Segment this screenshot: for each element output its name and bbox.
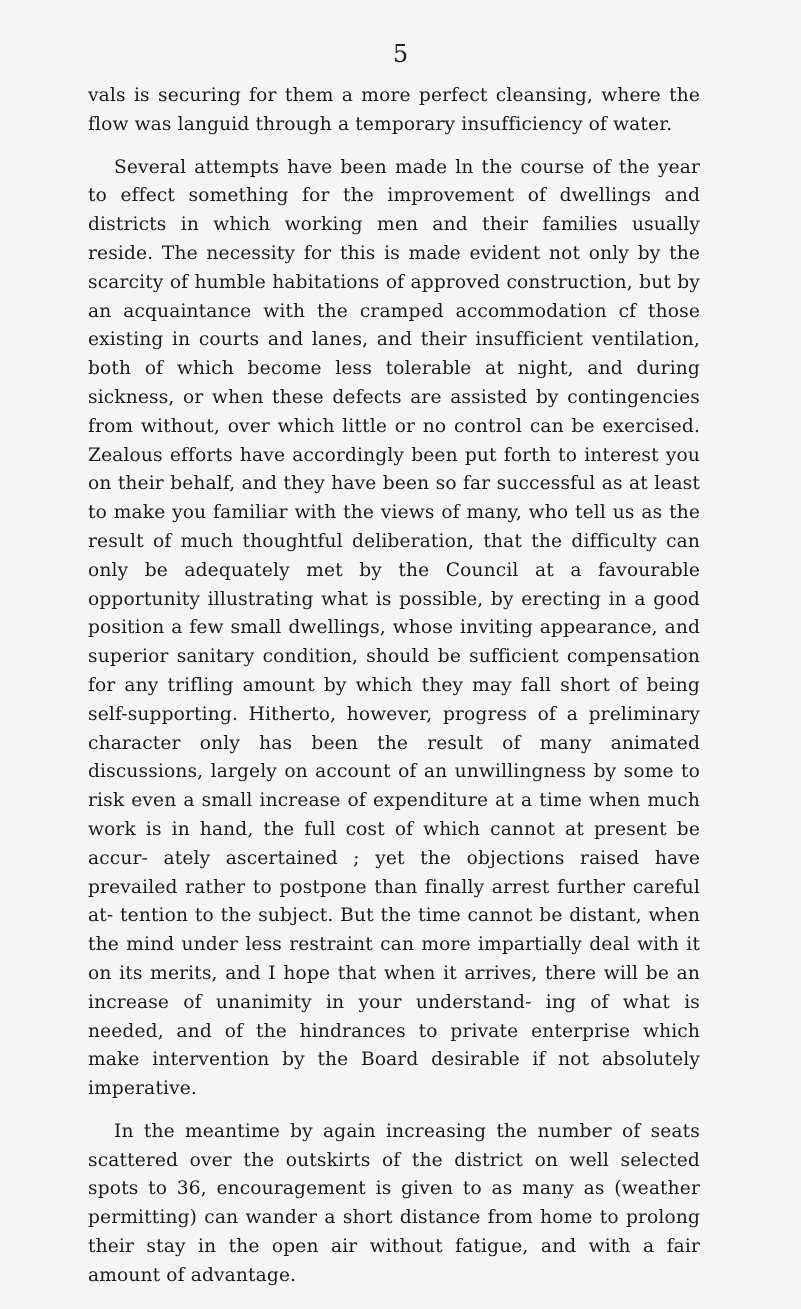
page-number: 5: [392, 40, 409, 68]
paragraph-dwellings: Several attempts have been made ln the course of the year to effect something for the improvement of dwellings and districts in which working men and their families usually reside. The necessity for this is made evident not only by the scarcity of humble habitations of approved construction, but by an acquaintance with the cramped accommodation cf those existing in courts and lanes, and their insufficient ventilation, both of which become less tolerable at night, and during sickness, or when these defects are assisted by contingencies from without, over which little or no control can be exercised. Zealous efforts have accordingly been put forth to interest you on their behalf, and they have been so far successful as at least to make you familiar with the views of many, who tell us as the result of much thoughtful deliberation, that the difficulty can only be adequately met by the Council at a favourable opportunity illustrating what is possible, by erecting in a good position a few small dwellings, whose inviting appearance, and superior sanitary condition, should be sufficient compensation for any trifling amount by which they may fall short of being self-supporting. Hitherto, however, progress of a preliminary character only has been the result of many animated discussions, largely on account of an unwillingness by some to risk even a small increase of expenditure at a time when much work is in hand, the full cost of which cannot at present be accur- ately ascertained ; yet the objections raised have prevailed rather to postpone than finally arrest further careful at- tention to the subject. But the time cannot be distant, when the mind under less restraint can more impartially deal with it on its merits, and I hope that when it arrives, there will be an increase of unanimity in your understand- ing of what is needed, and of the hindrances to private enterprise which make intervention by the Board desirable if not absolutely imperative.: [88, 156, 700, 1100]
paragraph-continuation: vals is securing for them a more perfect cleansing, where the flow was languid through a temporary insufficiency of water.: [88, 85, 700, 135]
paragraph-seats: In the meantime by again increasing the number of seats scattered over the outskirts of the district on well selected spots to 36, encouragement is given to as many as (weather permitting) can wander a short distance from home to prolong their stay in the open air without fatigue, and with a fair amount of advantage.: [88, 1120, 700, 1286]
body-text: [88, 82, 700, 1291]
